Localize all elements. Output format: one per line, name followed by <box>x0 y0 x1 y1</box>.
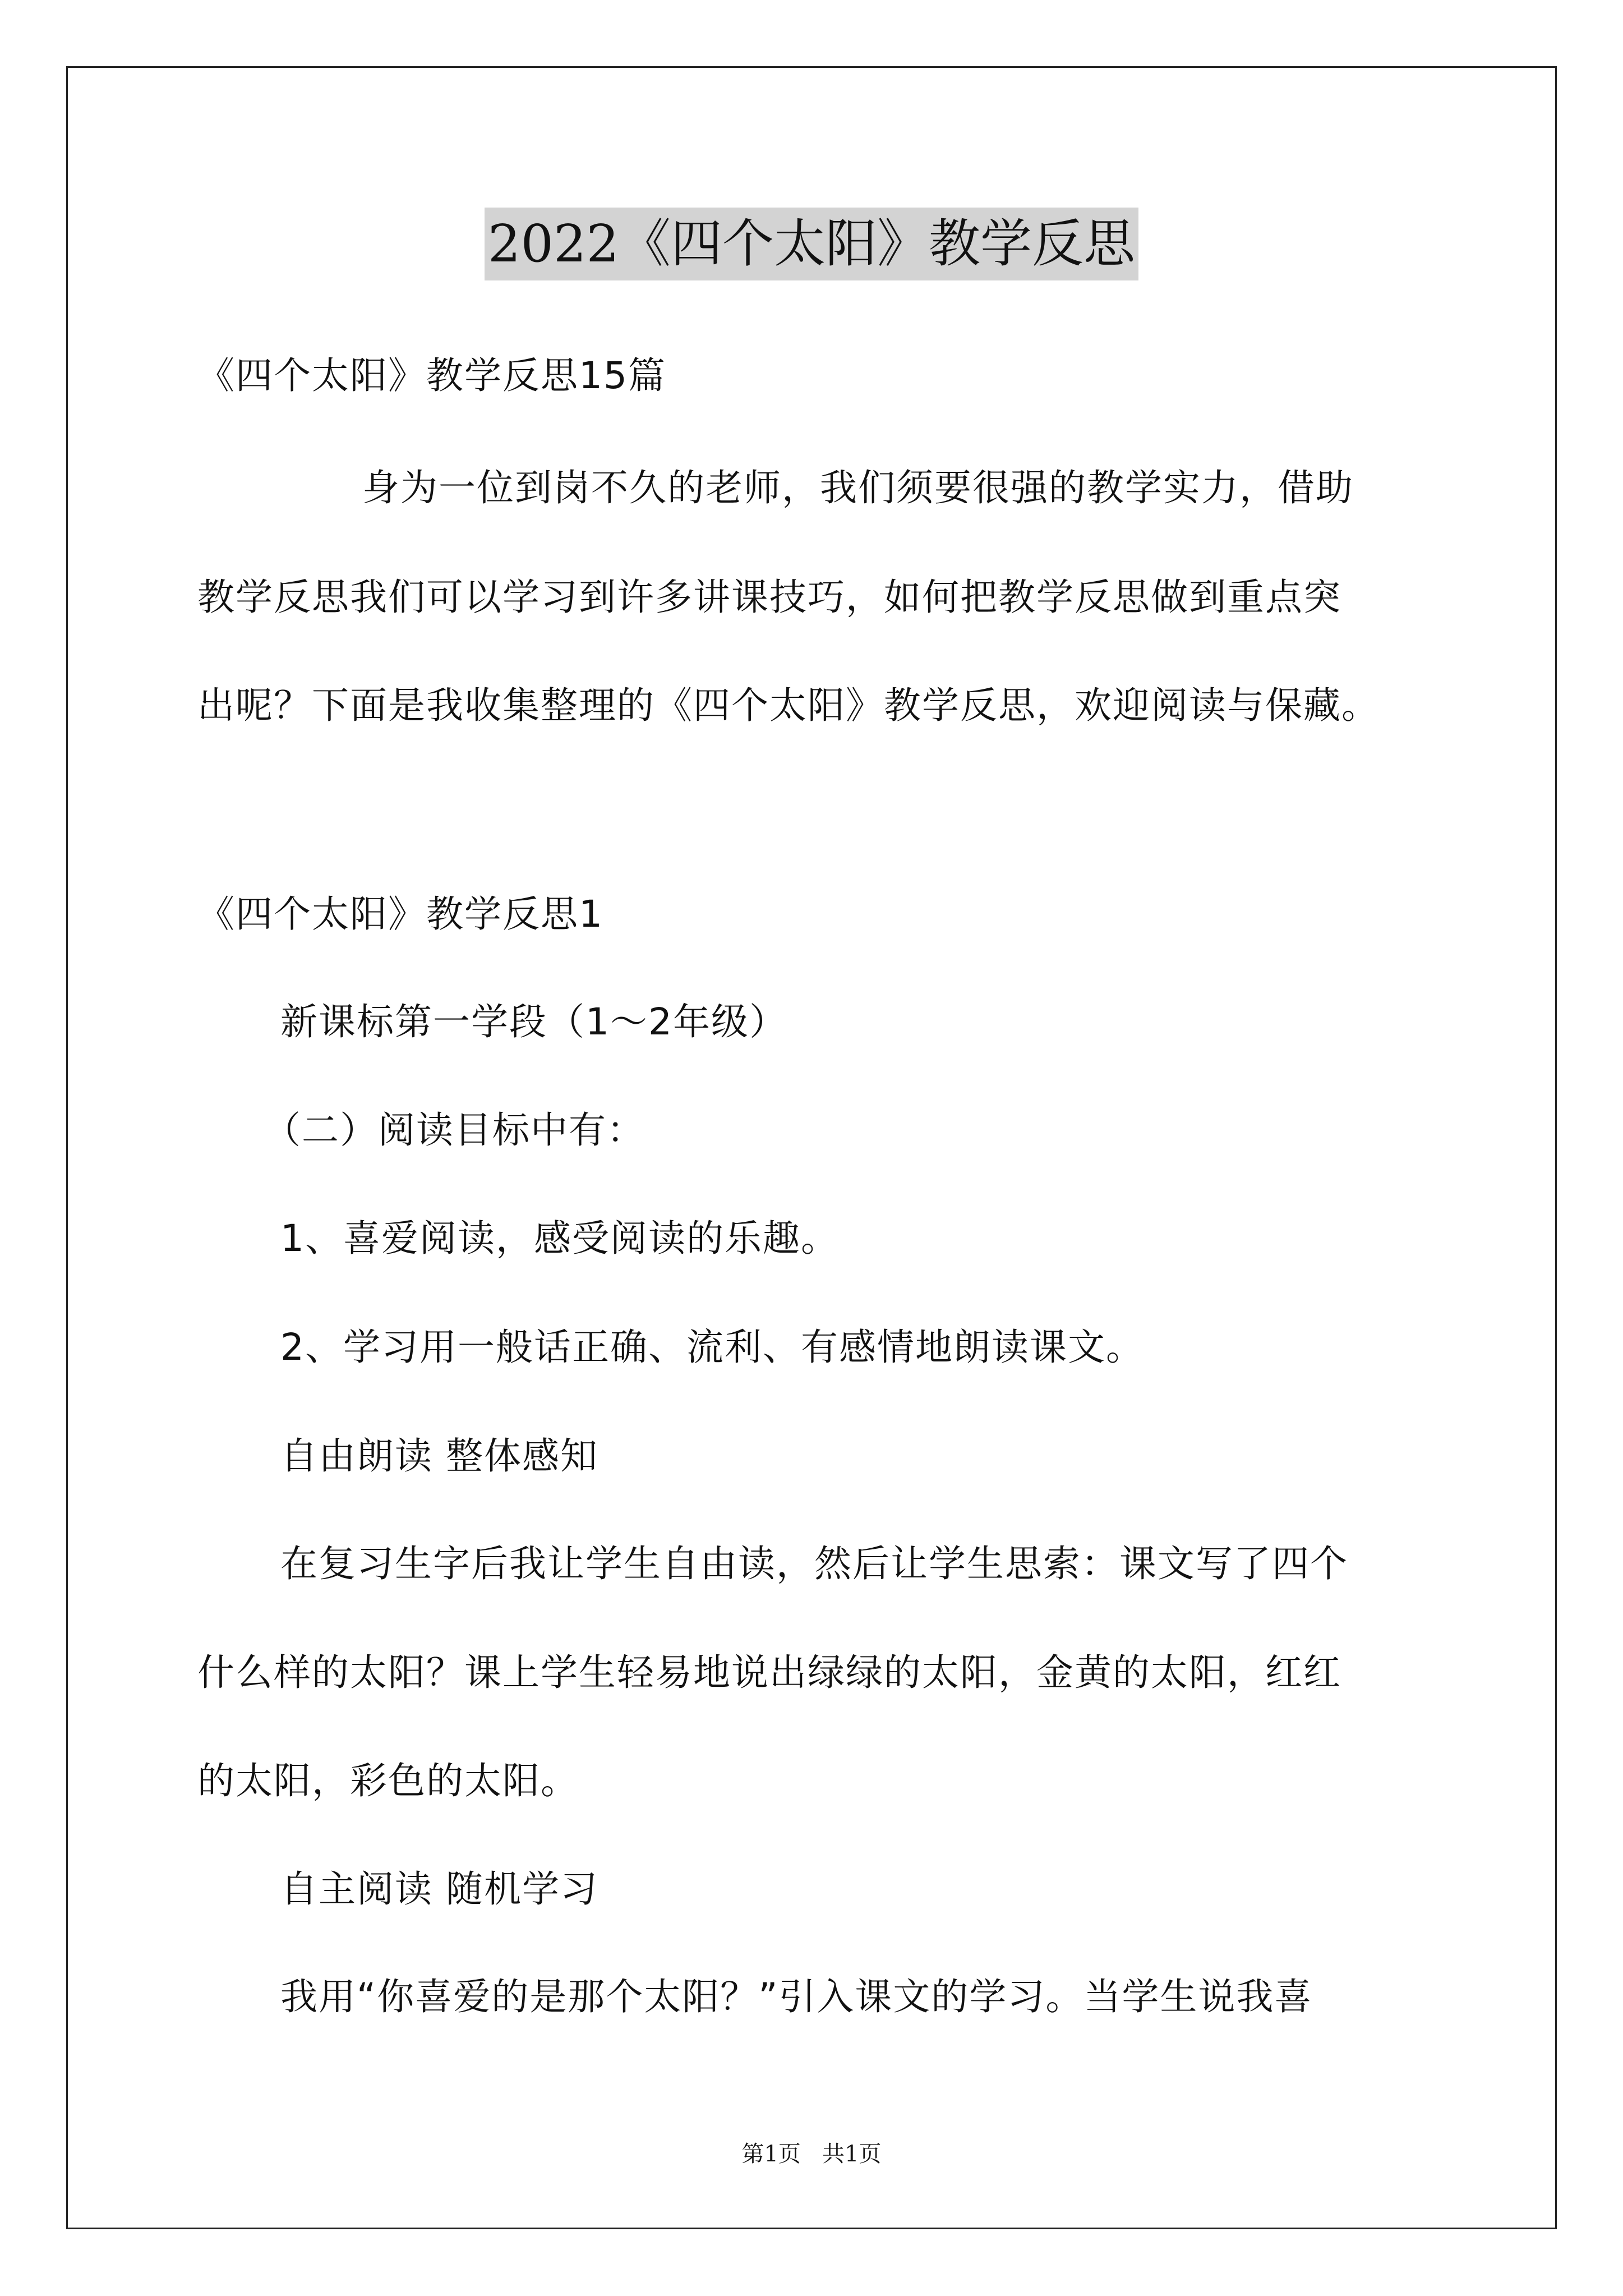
subheading-free-reading: 自由朗读 整体感知 <box>280 1434 598 1478</box>
paragraph-review-line-3: 的太阳，彩色的太阳。 <box>197 1759 579 1802</box>
paragraph-curriculum: 新课标第一学段（1～2年级） <box>280 1000 787 1043</box>
intro-line-2: 教学反思我们可以学习到许多讲课技巧，如何把教学反思做到重点突 <box>197 576 1341 619</box>
page-footer: 第1页 共1页 <box>741 2141 882 2167</box>
intro-line-3: 出呢？下面是我收集整理的《四个太阳》教学反思，欢迎阅读与保藏。 <box>197 684 1380 727</box>
document-title: 2022《四个太阳》教学反思 <box>485 208 1138 280</box>
title-container <box>0 208 1623 280</box>
document-subtitle: 《四个太阳》教学反思15篇 <box>197 354 666 397</box>
intro-line-1: 身为一位到岗不久的老师，我们须要很强的教学实力，借助 <box>362 466 1354 509</box>
list-item-1: 1、喜爱阅读，感受阅读的乐趣。 <box>280 1217 839 1260</box>
paragraph-reading-goals: （二）阅读目标中有： <box>264 1108 645 1152</box>
list-item-2: 2、学习用一般话正确、流利、有感情地朗读课文。 <box>280 1326 1144 1369</box>
subheading-autonomous-reading: 自主阅读 随机学习 <box>280 1867 598 1911</box>
paragraph-review-line-2: 什么样的太阳？课上学生轻易地说出绿绿的太阳，金黄的太阳，红红 <box>197 1651 1341 1694</box>
section-heading: 《四个太阳》教学反思1 <box>197 892 603 936</box>
paragraph-review-line-1: 在复习生字后我让学生自由读，然后让学生思索：课文写了四个 <box>280 1542 1348 1585</box>
paragraph-question-line-1: 我用“你喜爱的是那个太阳？”引入课文的学习。当学生说我喜 <box>280 1975 1313 2018</box>
